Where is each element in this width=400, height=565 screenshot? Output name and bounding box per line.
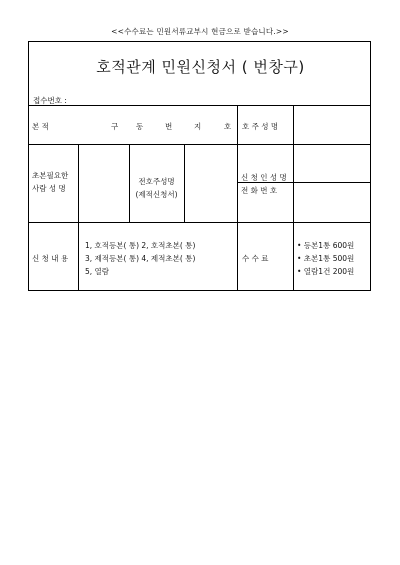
gu-label: 구 bbox=[111, 122, 119, 131]
request-content-label: 신 청 내 용 bbox=[32, 254, 69, 263]
rule-col-former-head-value bbox=[184, 144, 185, 222]
receipt-number-label: 접수번호 : bbox=[33, 96, 67, 105]
rule-col-label bbox=[78, 144, 79, 290]
request-item: 1, 호적등본( 통) 2, 호적초본( 통) bbox=[85, 241, 196, 250]
phone-label: 전 화 번 호 bbox=[241, 186, 278, 195]
request-item: 3, 제적등본( 통) 4, 제적초본( 통) bbox=[85, 254, 196, 263]
dong-label: 동 bbox=[136, 122, 144, 131]
applicant-name-label: 신 청 인 성 명 bbox=[241, 173, 287, 182]
application-form bbox=[28, 41, 371, 291]
ji-label: 지 bbox=[194, 122, 202, 131]
beon-label: 번 bbox=[165, 122, 173, 131]
former-head-label: 전호주성명 (제적신청서) bbox=[135, 177, 178, 199]
fee-notice: <<수수료는 민원서류교부시 현금으로 받습니다.>> bbox=[111, 27, 289, 36]
request-item: 5, 열람 bbox=[85, 267, 110, 276]
fee-label: 수 수 료 bbox=[242, 254, 269, 263]
rule-col-right-label bbox=[237, 105, 238, 290]
fee-item: • 초본1통 500원 bbox=[297, 254, 355, 263]
copy-target-label: 초본필요한 사람 성 명 bbox=[32, 171, 69, 193]
ho-label: 호 bbox=[224, 122, 232, 131]
rule-person-bottom bbox=[29, 222, 370, 223]
head-of-household-label: 호 주 성 명 bbox=[242, 122, 279, 131]
form-title: 호적관계 민원신청서 ( 번창구) bbox=[96, 58, 305, 76]
fee-list bbox=[297, 239, 354, 278]
rule-col-right-value bbox=[293, 105, 294, 290]
rule-address-bottom bbox=[29, 144, 370, 145]
domicile-label: 본 적 bbox=[32, 122, 49, 131]
fee-item: • 열람1건 200원 bbox=[297, 267, 355, 276]
fee-item: • 등본1통 600원 bbox=[297, 241, 355, 250]
rule-header-bottom bbox=[29, 105, 370, 106]
request-items bbox=[85, 239, 195, 278]
